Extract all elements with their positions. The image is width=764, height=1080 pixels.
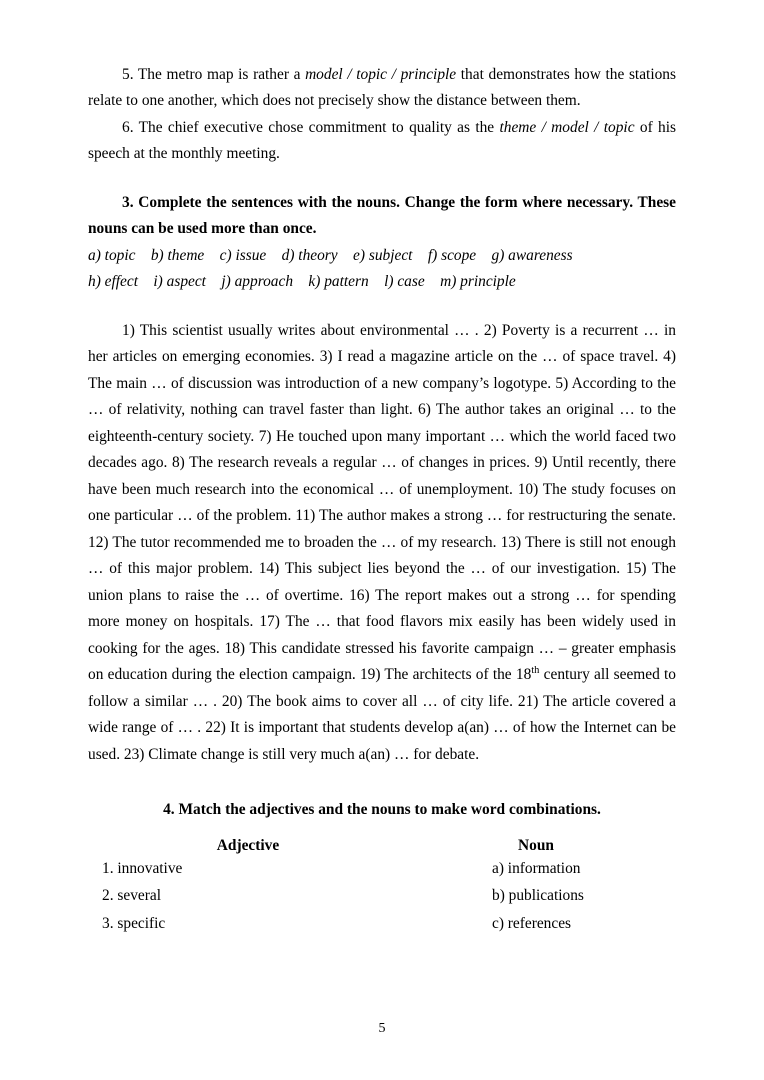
- page-number: 5: [378, 1021, 386, 1036]
- task-3-word-bank: [88, 243, 676, 296]
- column-header-adjective: Adjective: [216, 836, 280, 854]
- adjective-item: 2. several: [102, 887, 161, 905]
- spacer: [88, 168, 676, 190]
- word-bank-item: h) effect: [88, 273, 138, 291]
- item-6-text-before: 6. The chief executive chose commitment to quality as the: [122, 118, 500, 136]
- ordinal-suffix: th: [531, 665, 540, 677]
- item-5-text-before: 5. The metro map is rather a: [122, 66, 306, 83]
- adjective-item: 3. specific: [102, 914, 166, 932]
- exercise-item-5: [88, 62, 676, 115]
- noun-item: c) references: [492, 914, 572, 932]
- word-bank-item: m) principle: [440, 273, 516, 291]
- word-bank-item: g) awareness: [491, 246, 573, 264]
- item-5-text-after: that demonstrates how the stations relate to one another, which does not precisely show the distance between them.: [88, 66, 676, 110]
- column-header-noun: Noun: [518, 836, 554, 854]
- word-bank-item: a) topic: [88, 246, 136, 264]
- task-3-body: [88, 318, 676, 768]
- adjective-item: 1. innovative: [102, 859, 183, 877]
- word-bank-item: k) pattern: [308, 273, 369, 291]
- exercise-item-6: [88, 115, 676, 168]
- spacer: [88, 768, 676, 798]
- task-3-body-part-1: 1) This scientist usually writes about environmental … . 2) Poverty is a recurrent … in her articles on emerging economies. 3) I read a magazine article on the … of space travel. 4) The main … of discussion was introduction of a new company’s logotype. 5) According to the … of relativity, nothing can travel faster than light. 6) The author takes an original … to the eighteenth-century society. 7) He touched upon many important … which the world faced two decades ago. 8) The research reveals a regular … of changes in prices. 9) Until recently, there have been much research into the economical … of unemployment. 10) The study focuses on one particular … of the problem. 11) The author makes a strong … for restructuring the senate. 12) The tutor recommended me to broaden the … of my research. 13) There is still not enough … of this major problem. 14) This subject lies beyond the … of our investigation. 15) The union plans to raise the … of overtime. 16) The report makes out a strong … for spending more money on hospitals. 17) The … that food flavors mix easily has been widely used in cooking for the ages. 18) This candidate stressed his favorite campaign … – greater emphasis on education during the election campaign. 19) The architects of the 18: [88, 321, 676, 684]
- word-bank-item: j) approach: [221, 273, 294, 291]
- word-bank-line-2: [88, 269, 676, 295]
- task-4-heading: 4. Match the adjectives and the nouns to make word combinations.: [163, 801, 601, 819]
- word-bank-item: i) aspect: [153, 273, 206, 291]
- word-bank-item: d) theory: [281, 246, 338, 264]
- item-6-text-after: of his speech at the monthly meeting.: [88, 118, 676, 163]
- word-bank-line-1: [88, 243, 676, 269]
- word-bank-item: f) scope: [427, 246, 477, 264]
- task-3-heading: 3. Complete the sentences with the nouns. Change the form where necessary. These nouns can be used more than once.: [88, 193, 676, 238]
- noun-item: a) information: [492, 859, 581, 877]
- table-row: [88, 910, 676, 937]
- word-bank-item: b) theme: [150, 246, 205, 264]
- table-row: [88, 882, 676, 909]
- spacer: [88, 296, 676, 318]
- word-bank-item: c) issue: [219, 246, 267, 264]
- item-6-options: theme / model / topic: [499, 118, 635, 136]
- item-5-options: model / topic / principle: [305, 66, 457, 83]
- word-bank-item: e) subject: [353, 246, 413, 264]
- match-table-header: [88, 837, 676, 855]
- table-row: [88, 855, 676, 882]
- word-bank-item: l) case: [384, 273, 425, 291]
- task-3-body-part-2: century all seemed to follow a similar … . 20) The book aims to cover all … of city life. 21) The article covered a wide range of … . 22) It is important that students develop a(an) … of how the Internet can be used. 23) Climate change is still very much a(an) … for debate.: [88, 666, 676, 763]
- noun-item: b) publications: [492, 887, 584, 905]
